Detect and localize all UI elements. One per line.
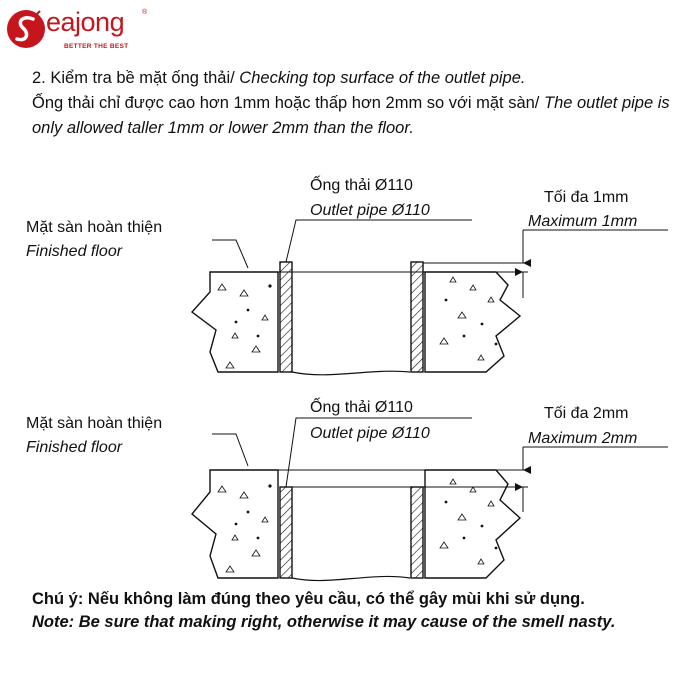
diagram-bottom	[26, 396, 668, 581]
tolerance-label-vi: Tối đa 1mm	[544, 189, 629, 206]
floor-leader-line	[212, 240, 248, 268]
pipe-break-line	[292, 576, 410, 580]
pipe-leader-line	[286, 220, 472, 262]
pipe-wall-right	[411, 487, 423, 578]
tolerance-label-en: Maximum 2mm	[528, 430, 638, 447]
tolerance-label-vi: Tối đa 2mm	[544, 405, 629, 422]
pipe-label-en: Outlet pipe Ø110	[310, 425, 430, 442]
heading-vi: 2. Kiểm tra bề mặt ống thải/	[32, 69, 235, 87]
desc-vi: Ống thải chỉ được cao hơn 1mm hoặc thấp hơn 2mm so với mặt sàn/	[32, 94, 540, 112]
pipe-label-en: Outlet pipe Ø110	[310, 202, 430, 219]
desc-en: The outlet pipe is only allowed taller 1mm or lower 2mm than the floor.	[32, 94, 670, 137]
floor-label-vi: Mặt sàn hoàn thiện	[26, 219, 163, 236]
registered-mark: ®	[142, 9, 148, 16]
note-en: Note: Be sure that making right, otherwise it may cause of the smell nasty.	[32, 613, 616, 631]
concrete-aggregate	[218, 479, 497, 572]
note-text	[32, 588, 687, 634]
pipe-wall-right	[411, 262, 423, 372]
pipe-break-line	[292, 371, 410, 375]
note-vi: Chú ý: Nếu không làm đúng theo yêu cầu, có thể gây mùi khi sử dụng.	[32, 590, 585, 608]
floor-label-en: Finished floor	[26, 439, 123, 456]
brand-tagline: BETTER THE BEST	[64, 43, 129, 50]
floor-label-en: Finished floor	[26, 243, 123, 260]
pipe-label-vi: Ống thải Ø110	[310, 399, 413, 416]
pipe-wall-left	[280, 487, 292, 578]
diagram-top	[26, 174, 668, 375]
brand-name: eajong	[46, 7, 125, 37]
floor-label-vi: Mặt sàn hoàn thiện	[26, 415, 163, 432]
pipe-wall-left	[280, 262, 292, 372]
floor-slab-right	[425, 272, 520, 372]
pipe-label-vi: Ống thải Ø110	[310, 177, 413, 194]
concrete-aggregate	[218, 277, 497, 368]
heading-en: Checking top surface of the outlet pipe.	[239, 69, 526, 87]
tolerance-label-en: Maximum 1mm	[528, 213, 638, 230]
floor-leader-line	[212, 434, 248, 466]
floor-slab-right	[425, 470, 520, 578]
